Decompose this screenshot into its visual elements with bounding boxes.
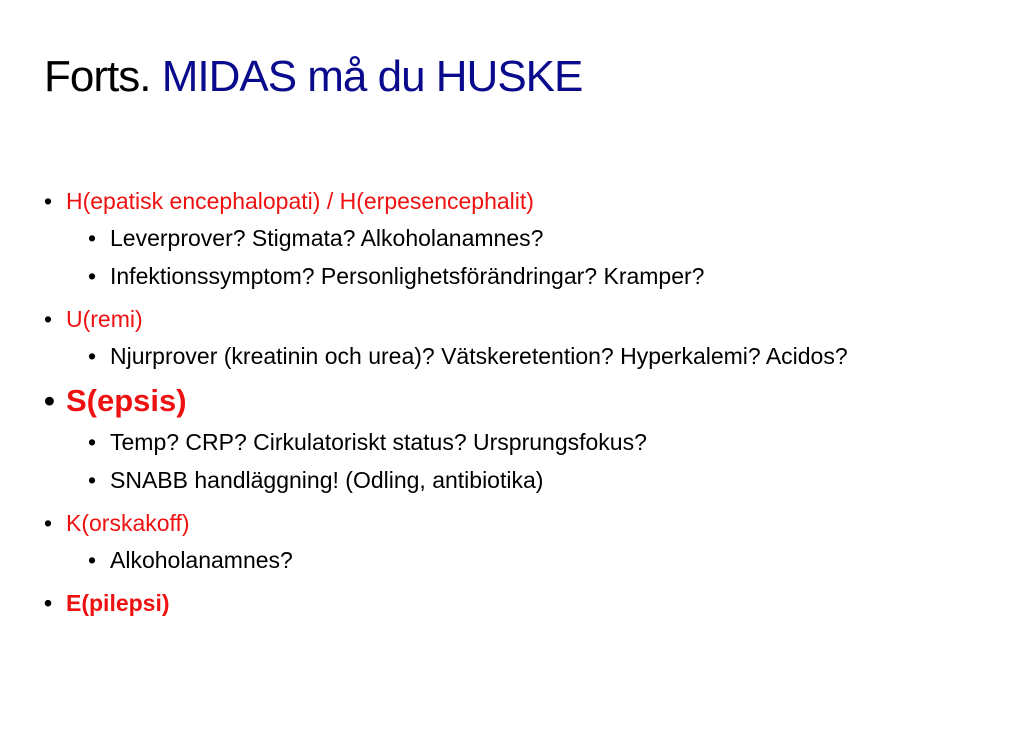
bullet-epilepsi: • E(pilepsi) (44, 585, 994, 621)
bullet-korskakoff: • K(orskakoff) (44, 505, 994, 541)
title-prefix: Forts. (44, 52, 151, 101)
sub-bullet-snabb: • SNABB handläggning! (Odling, antibiotika) (44, 461, 994, 499)
sub-bullet-temp: • Temp? CRP? Cirkulatoriskt status? Ursprungsfokus? (44, 423, 994, 461)
bullet-hepatisk: • H(epatisk encephalopati) / H(erpesencephalit) (44, 183, 994, 219)
sub-bullet-njurprover: • Njurprover (kreatinin och urea)? Vätskeretention? Hyperkalemi? Acidos? (44, 337, 994, 375)
sub-bullet-alkoholanamnes: • Alkoholanamnes? (44, 541, 994, 579)
slide-title (44, 50, 582, 104)
sub-bullet-infektionssymptom: • Infektionssymptom? Personlighetsförändringar? Kramper? (44, 257, 994, 295)
bullet-sepsis: • S(epsis) (44, 379, 994, 423)
sub-bullet-leverprover: • Leverprover? Stigmata? Alkoholanamnes? (44, 219, 994, 257)
bullet-uremi: • U(remi) (44, 301, 994, 337)
bullet-list (44, 183, 994, 621)
title-accent: MIDAS må du HUSKE (161, 52, 583, 101)
